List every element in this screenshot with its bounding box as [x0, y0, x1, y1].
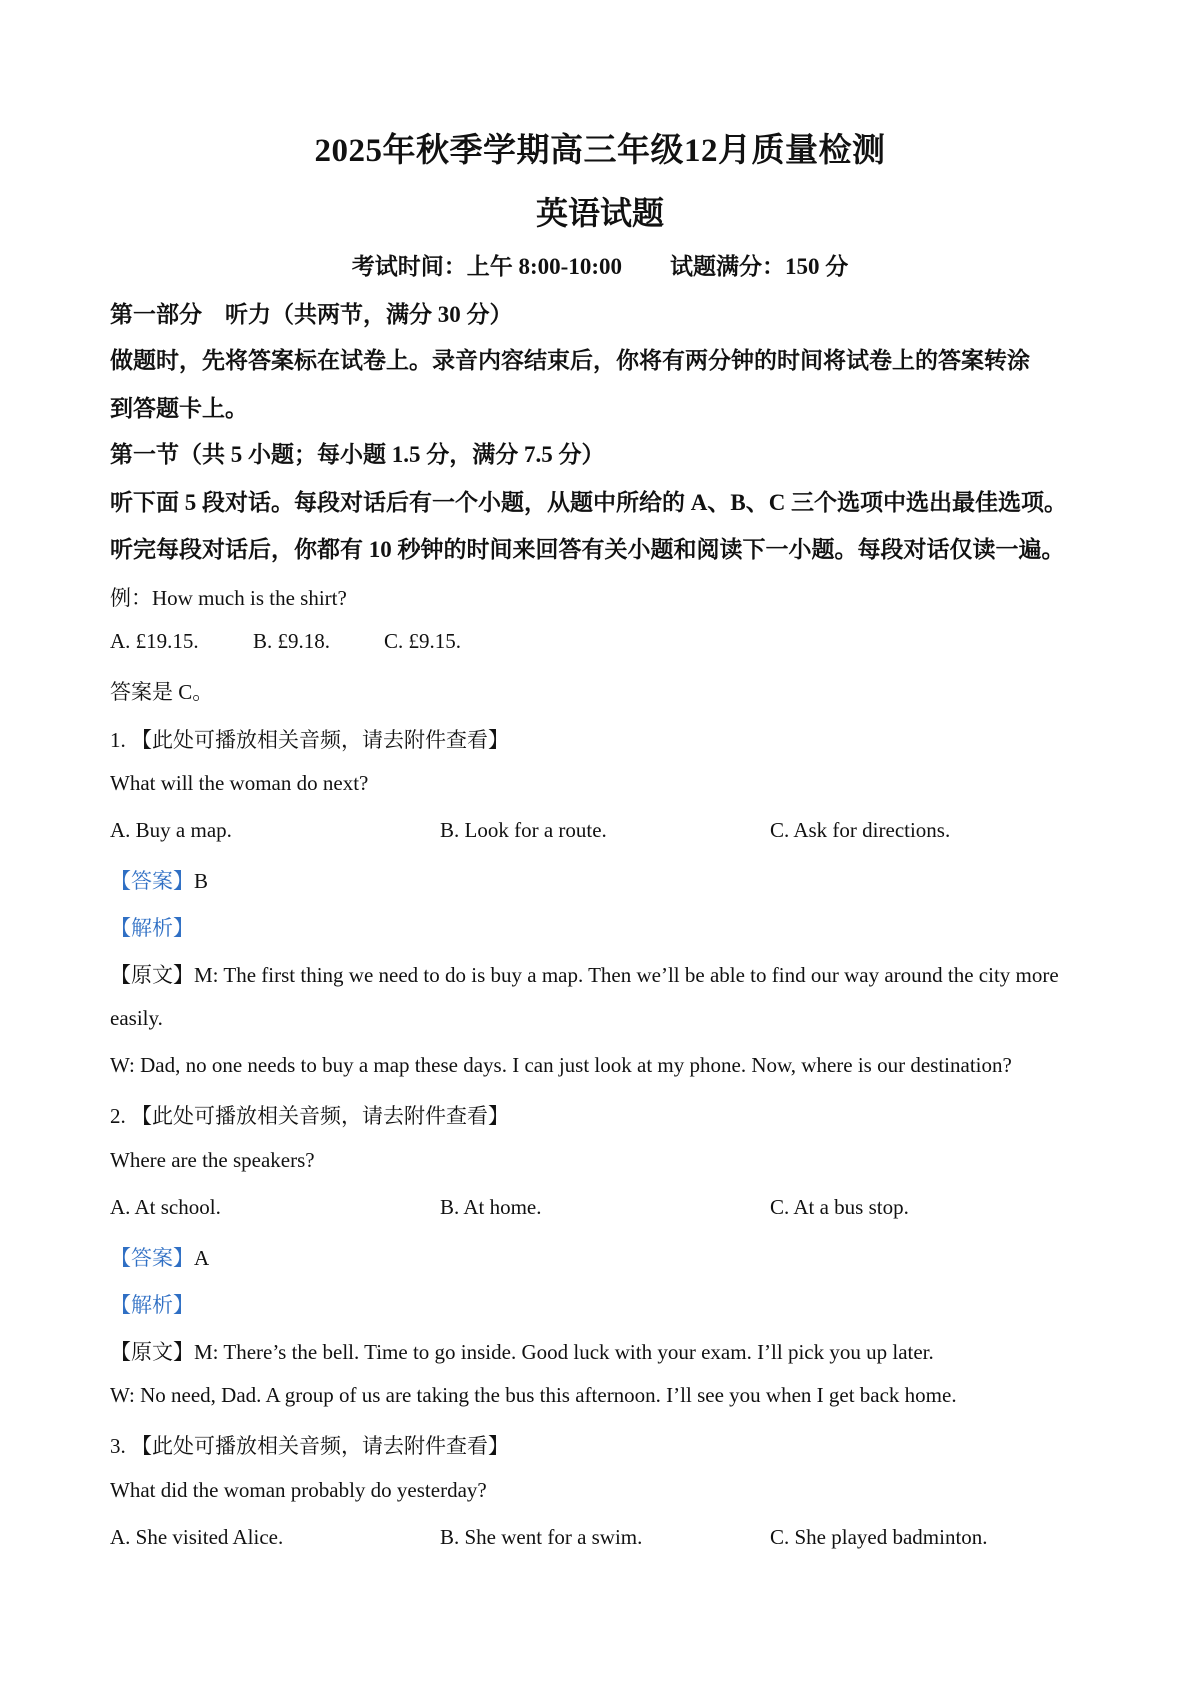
exam-subject: 英语试题 [535, 195, 664, 231]
part1-instruction-line2: 到答题卡上。 [110, 396, 248, 421]
q2-analysis-tag: 【解析】 [110, 1293, 194, 1317]
full-score: 试题满分：150 分 [669, 254, 849, 279]
q2-answer [110, 1242, 1110, 1272]
exam-time: 考试时间：上午 8:00-10:00 [351, 254, 622, 279]
example-question: 例：How much is the shirt? [110, 586, 347, 610]
q1-question: What will the woman do next? [110, 771, 369, 795]
exam-title: 2025年秋季学期高三年级12月质量检测 [314, 133, 886, 169]
q1-options [110, 818, 1110, 843]
q3-question: What did the woman probably do yesterday? [110, 1478, 487, 1502]
example-option-b: B. £9.18. [253, 629, 331, 653]
q1-option-b: B. Look for a route. [440, 818, 607, 842]
q1-option-a: A. Buy a map. [110, 818, 232, 842]
q1-analysis-tag: 【解析】 [110, 916, 194, 940]
q2-option-c: C. At a bus stop. [770, 1195, 909, 1219]
q2-question: Where are the speakers? [110, 1148, 315, 1172]
q2-answer-tag: 【答案】 [110, 1246, 194, 1270]
q2-transcript-line1 [110, 1336, 1110, 1366]
part1-instruction-line1: 做题时，先将答案标在试卷上。录音内容结束后，你将有两分钟的时间将试卷上的答案转涂 [110, 348, 1030, 373]
q3-option-a: A. She visited Alice. [110, 1525, 284, 1549]
q1-transcript-line1 [110, 959, 1110, 989]
q2-transcript-line2: W: No need, Dad. A group of us are taking the bus this afternoon. I’ll see you when I get back home. [110, 1383, 957, 1407]
q2-option-a: A. At school. [110, 1195, 221, 1219]
q1-audio: 1. 【此处可播放相关音频，请去附件查看】 [110, 728, 509, 752]
section1-heading: 第一节（共 5 小题；每小题 1.5 分，满分 7.5 分） [110, 442, 605, 467]
example-options [110, 629, 1110, 654]
q1-transcript-line3: W: Dad, no one needs to buy a map these days. I can just look at my phone. Now, where is our destination? [110, 1053, 1012, 1077]
q1-option-c: C. Ask for directions. [770, 818, 951, 842]
q2-transcript-tag: 【原文】 [110, 1340, 194, 1364]
section1-instruction-line1: 听下面 5 段对话。每段对话后有一个小题，从题中所给的 A、B、C 三个选项中选出最佳选项。 [110, 490, 1068, 515]
q3-option-b: B. She went for a swim. [440, 1525, 643, 1549]
q1-answer-value: B [194, 869, 209, 893]
example-option-a: A. £19.15. [110, 629, 199, 653]
exam-meta [0, 248, 1200, 281]
q2-audio: 2. 【此处可播放相关音频，请去附件查看】 [110, 1104, 509, 1128]
section1-instruction-line2: 听完每段对话后，你都有 10 秒钟的时间来回答有关小题和阅读下一小题。每段对话仅读一遍。 [110, 537, 1065, 562]
q3-option-c: C. She played badminton. [770, 1525, 988, 1549]
q1-transcript-tag: 【原文】 [110, 963, 194, 987]
q1-transcript-text1: M: The first thing we need to do is buy a map. Then we’ll be able to find our way around the city more [194, 963, 1059, 987]
q2-answer-value: A [194, 1246, 210, 1270]
q3-audio: 3. 【此处可播放相关音频，请去附件查看】 [110, 1434, 509, 1458]
q2-transcript-text1: M: There’s the bell. Time to go inside. Good luck with your exam. I’ll pick you up later. [194, 1340, 934, 1364]
part1-heading: 第一部分 听力（共两节，满分 30 分） [110, 302, 513, 327]
example-option-c: C. £9.15. [384, 629, 462, 653]
q1-transcript-line2: easily. [110, 1006, 163, 1030]
q2-option-b: B. At home. [440, 1195, 542, 1219]
q3-options [110, 1525, 1110, 1550]
example-answer: 答案是 C。 [110, 680, 214, 704]
q1-answer-tag: 【答案】 [110, 869, 194, 893]
q1-answer [110, 865, 1110, 895]
q2-options [110, 1195, 1110, 1220]
